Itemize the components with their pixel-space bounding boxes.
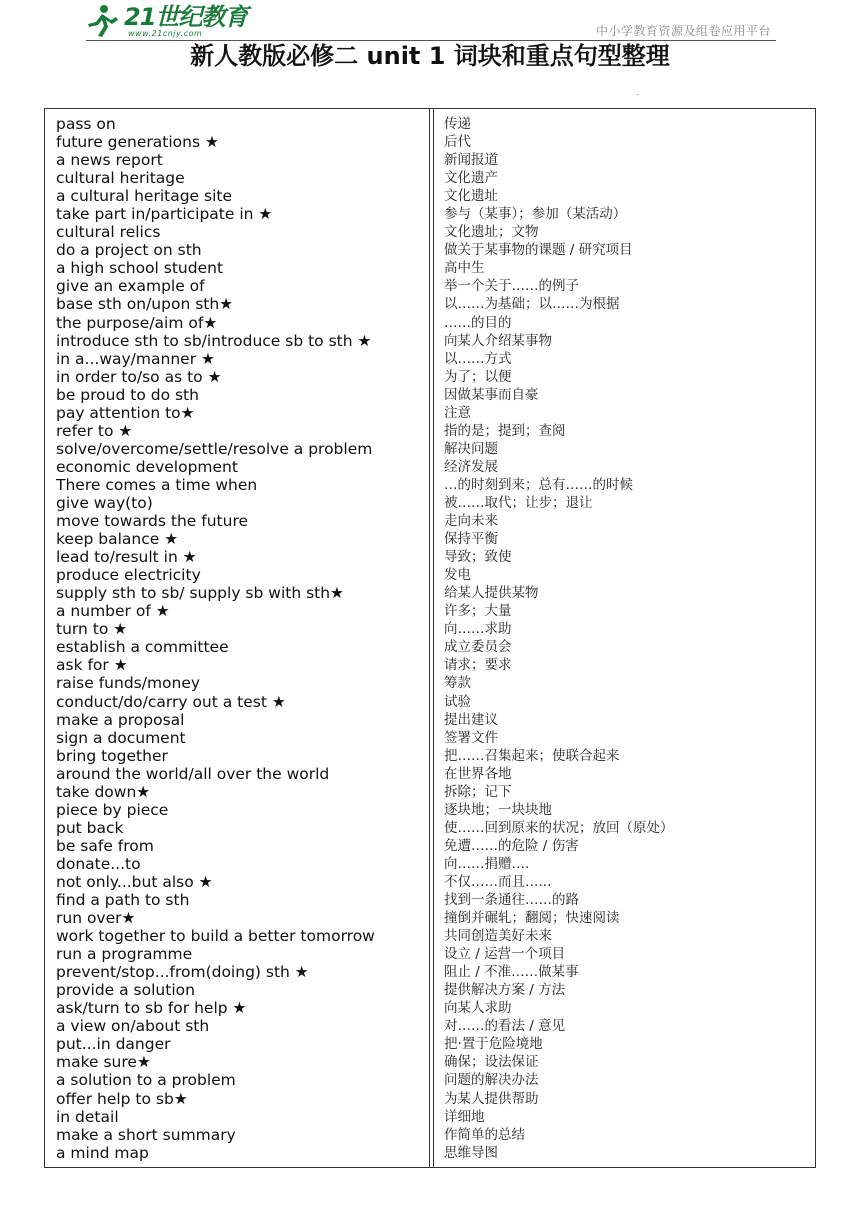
chinese-meaning: 对……的看法 / 意见 (444, 1018, 566, 1035)
chinese-meaning: 发电 (444, 567, 471, 584)
chinese-meaning: 在世界各地 (444, 765, 512, 782)
chinese-meaning: 把·置于危险境地 (444, 1036, 543, 1053)
chinese-meaning: 作简单的总结 (444, 1126, 525, 1143)
chinese-meaning: 文化遗址；文物 (444, 224, 539, 241)
english-phrase: make sure★ (56, 1053, 151, 1072)
english-phrase: cultural heritage (56, 169, 185, 188)
english-phrase: establish a committee (56, 638, 229, 657)
logo-url: www.21cnjy.com (128, 29, 203, 38)
english-phrase: introduce sth to sb/introduce sb to sth ★ (56, 331, 372, 350)
chinese-meaning: 为了；以便 (444, 368, 512, 385)
chinese-meaning: 注意 (444, 404, 471, 421)
english-phrase: in detail (56, 1107, 119, 1126)
english-phrase: a high school student (56, 259, 224, 278)
chinese-meaning: 导致；致使 (444, 549, 512, 566)
chinese-meaning: 逐块地；一块块地 (444, 801, 552, 818)
english-phrase: run a programme (56, 945, 193, 964)
chinese-meaning: …的时刻到来；总有……的时候 (444, 476, 633, 493)
chinese-meaning: 免遭……的危险 / 伤害 (444, 837, 579, 854)
english-phrase: a view on/about sth (56, 1017, 210, 1036)
english-phrase: provide a solution (56, 981, 195, 1000)
english-phrase: pass on (56, 115, 116, 133)
chinese-meaning: 共同创造美好未来 (444, 928, 552, 945)
english-phrase: cultural relics (56, 223, 161, 242)
chinese-meaning: ……的目的 (444, 314, 512, 331)
chinese-meaning: 成立委员会 (444, 639, 512, 656)
english-column (45, 109, 430, 1168)
english-phrase: turn to ★ (56, 620, 128, 639)
chinese-meaning: 提供解决方案 / 方法 (444, 982, 566, 999)
chinese-meaning-list (444, 115, 674, 1162)
chinese-meaning: 向某人介绍某事物 (444, 332, 552, 349)
english-phrase: supply sth to sb/ supply sb with sth★ (56, 584, 344, 603)
english-phrase: solve/overcome/settle/resolve a problem (56, 439, 373, 458)
english-phrase: take down★ (56, 782, 151, 801)
english-phrase: donate...to (56, 854, 141, 873)
chinese-meaning: 不仅……而且…... (444, 873, 552, 890)
chinese-meaning: 使……回到原来的状况；放回（原处） (444, 819, 674, 836)
chinese-meaning: 以……方式 (444, 350, 512, 367)
english-phrase: run over★ (56, 909, 136, 928)
english-phrase: not only...but also ★ (56, 872, 213, 891)
english-phrase: in order to/so as to ★ (56, 367, 222, 386)
english-phrase: give an example of (56, 277, 205, 296)
english-phrase-list (56, 115, 375, 1162)
english-phrase: There comes a time when (56, 475, 258, 494)
english-phrase: a news report (56, 151, 163, 170)
english-phrase: base sth on/upon sth★ (56, 295, 234, 314)
chinese-meaning: 撞倒并碾轧；翻阅；快速阅读 (444, 910, 620, 927)
chinese-meaning: 拆除；记下 (444, 783, 512, 800)
english-phrase: take part in/participate in ★ (56, 205, 273, 224)
chinese-meaning: 传递 (444, 116, 471, 132)
chinese-meaning: 详细地 (444, 1108, 485, 1125)
chinese-meaning: 给某人提供某物 (444, 585, 539, 602)
chinese-meaning: 提出建议 (444, 711, 498, 728)
chinese-meaning: 设立 / 运营一个项目 (444, 946, 566, 963)
chinese-meaning: 文化遗产 (444, 170, 498, 187)
english-phrase: sign a document (56, 728, 186, 747)
english-phrase: produce electricity (56, 566, 201, 585)
page-header (0, 0, 860, 110)
english-phrase: a mind map (56, 1143, 149, 1162)
english-phrase: work together to build a better tomorrow (56, 927, 375, 946)
logo (84, 4, 254, 40)
english-phrase: do a project on sth (56, 241, 202, 260)
runner-logo-icon (84, 4, 124, 38)
english-phrase: give way(to) (56, 493, 153, 512)
chinese-meaning: 以……为基础；以……为根据 (444, 296, 620, 313)
english-phrase: make a short summary (56, 1125, 236, 1144)
english-phrase: raise funds/money (56, 674, 201, 693)
chinese-meaning: 签署文件 (444, 729, 498, 746)
chinese-meaning: 思维导图 (444, 1144, 498, 1161)
english-phrase: put...in danger (56, 1035, 171, 1054)
english-phrase: piece by piece (56, 800, 169, 819)
chinese-meaning: 做关于某事物的课题 / 研究项目 (444, 242, 633, 259)
english-phrase: pay attention to★ (56, 403, 195, 422)
chinese-meaning: 因做某事而自豪 (444, 386, 539, 403)
chinese-meaning: 新闻报道 (444, 152, 498, 169)
english-phrase: lead to/result in ★ (56, 548, 197, 567)
chinese-meaning: 向……求助 (444, 621, 512, 638)
chinese-meaning: 阻止 / 不准……做某事 (444, 964, 579, 981)
english-phrase: refer to ★ (56, 421, 133, 440)
stray-dot: . (636, 88, 639, 97)
platform-tagline: 中小学教育资源及组卷应用平台 (596, 24, 772, 38)
english-phrase: put back (56, 818, 124, 837)
chinese-meaning: 找到一条通往……的路 (444, 892, 579, 909)
chinese-meaning: 经济发展 (444, 458, 498, 475)
chinese-meaning: 走向未来 (444, 513, 498, 530)
english-phrase: the purpose/aim of★ (56, 313, 218, 332)
english-phrase: ask/turn to sb for help ★ (56, 999, 247, 1018)
chinese-meaning: 筹款 (444, 675, 471, 692)
english-phrase: ask for ★ (56, 656, 128, 675)
logo-text: 21世纪教育 (124, 3, 248, 31)
header-divider (86, 40, 776, 41)
english-phrase: a number of ★ (56, 602, 170, 621)
english-phrase: a cultural heritage site (56, 187, 232, 206)
english-phrase: bring together (56, 746, 168, 765)
chinese-meaning: 试验 (444, 693, 471, 710)
english-phrase: keep balance ★ (56, 530, 179, 549)
chinese-meaning: 确保；设法保证 (444, 1054, 539, 1071)
chinese-meaning: 高中生 (444, 260, 485, 277)
chinese-meaning: 为某人提供帮助 (444, 1090, 539, 1107)
english-phrase: be proud to do sth (56, 385, 199, 404)
chinese-column (433, 109, 816, 1168)
chinese-meaning: 问题的解决办法 (444, 1072, 539, 1089)
english-phrase: around the world/all over the world (56, 764, 330, 783)
english-phrase: in a...way/manner ★ (56, 349, 215, 368)
chinese-meaning: 被……取代；让步；退让 (444, 494, 593, 511)
chinese-meaning: 后代 (444, 134, 471, 151)
english-phrase: future generations ★ (56, 133, 219, 152)
chinese-meaning: 参与（某事）；参加（某活动） (444, 206, 627, 223)
english-phrase: be safe from (56, 836, 154, 855)
chinese-meaning: 文化遗址 (444, 188, 498, 205)
english-phrase: a solution to a problem (56, 1071, 236, 1090)
english-phrase: prevent/stop...from(doing) sth ★ (56, 963, 309, 982)
english-phrase: make a proposal (56, 710, 185, 729)
english-phrase: find a path to sth (56, 891, 190, 910)
chinese-meaning: 解决问题 (444, 440, 498, 457)
chinese-meaning: 许多；大量 (444, 603, 512, 620)
chinese-meaning: 向……捐赠…. (444, 855, 530, 872)
chinese-meaning: 向某人求助 (444, 1000, 512, 1017)
page-title: 新人教版必修二 unit 1 词块和重点句型整理 (190, 42, 670, 70)
english-phrase: conduct/do/carry out a test ★ (56, 692, 286, 711)
english-phrase: economic development (56, 457, 238, 476)
chinese-meaning: 把……召集起来；使联合起来 (444, 747, 620, 764)
chinese-meaning: 指的是；提到；查阅 (444, 422, 566, 439)
chinese-meaning: 请求；要求 (444, 657, 512, 674)
chinese-meaning: 保持平衡 (444, 531, 498, 548)
chinese-meaning: 举一个关于……的例子 (444, 278, 579, 295)
vocab-table (44, 108, 816, 1168)
english-phrase: offer help to sb★ (56, 1089, 188, 1108)
english-phrase: move towards the future (56, 512, 249, 531)
